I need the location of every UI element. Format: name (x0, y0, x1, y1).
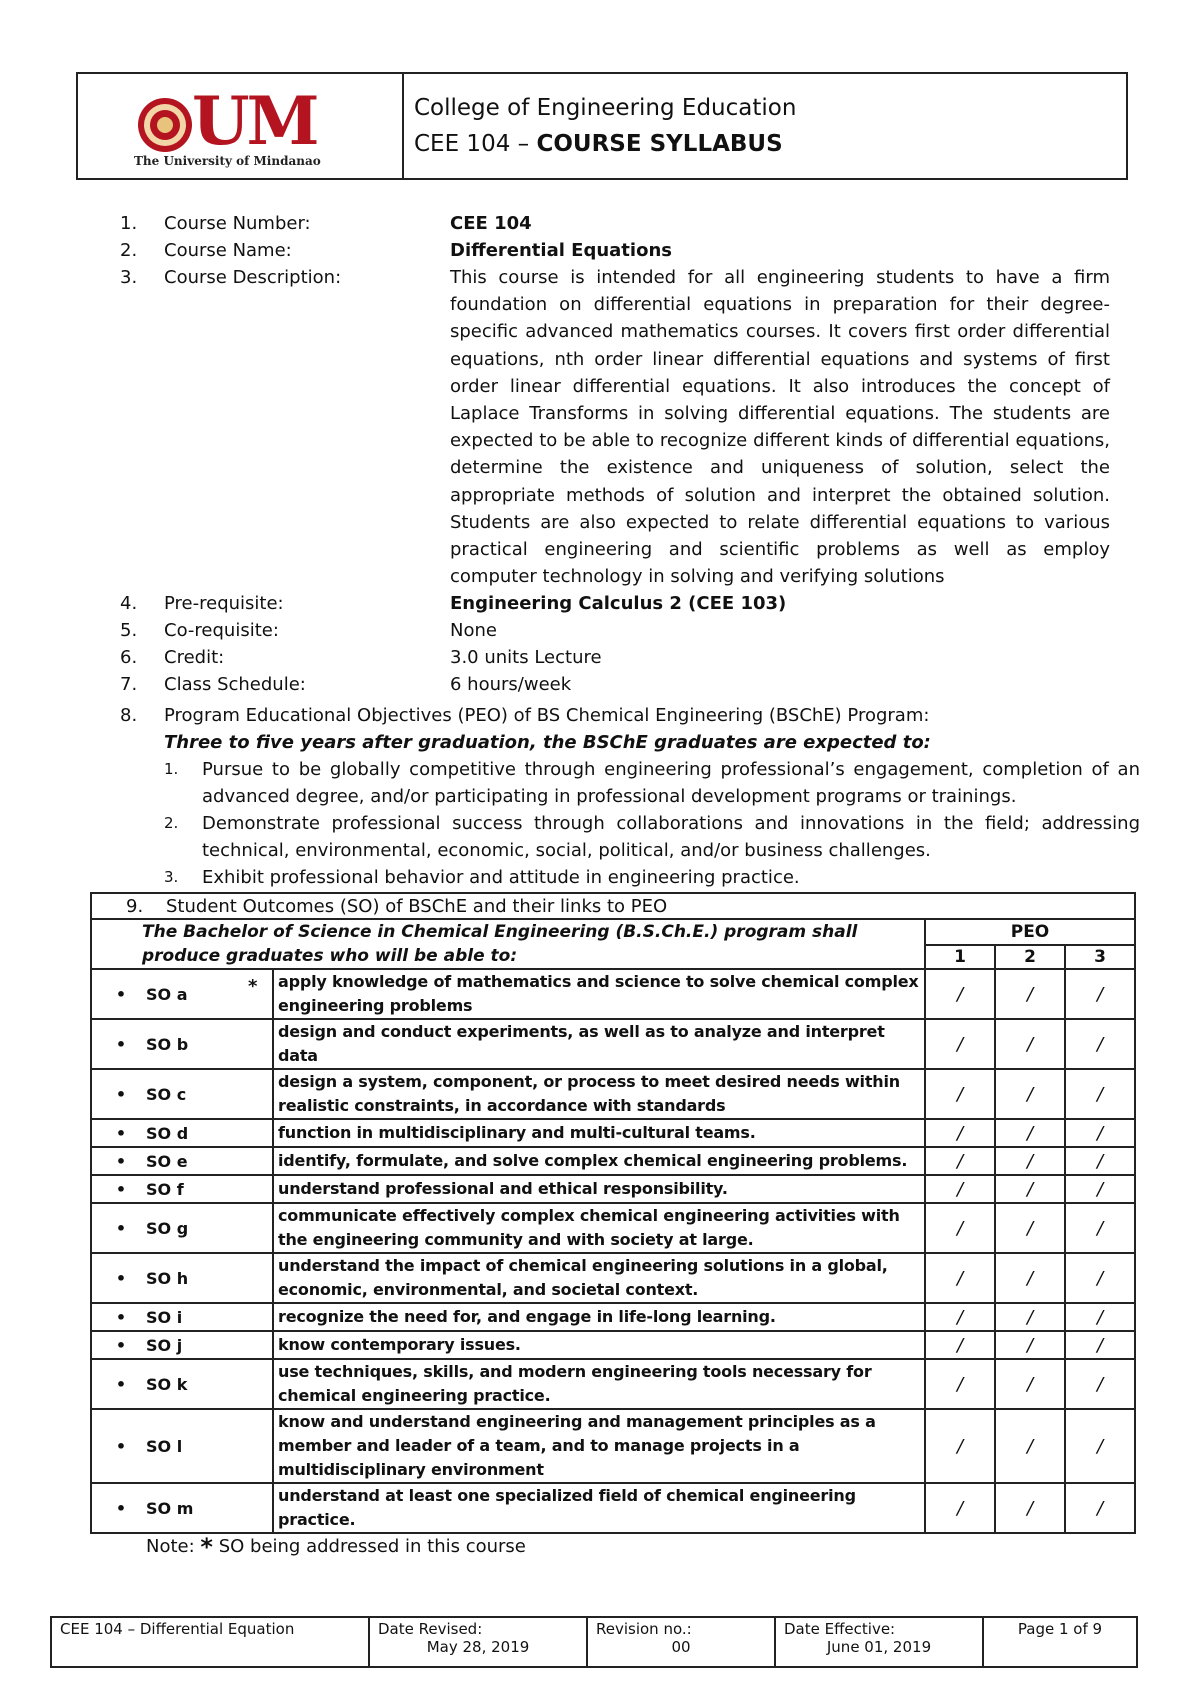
so-outcome-text: communicate effectively complex chemical engineering activities with the engineering community and with society at large. (273, 1203, 925, 1253)
peo-3-check: / (1065, 1303, 1135, 1331)
item-label: Course Description: (164, 267, 342, 288)
peo-3-check: / (1065, 1483, 1135, 1533)
so-code: SO l (146, 1436, 183, 1456)
peo-item-text: Pursue to be globally competitive through engineering professional’s engagement, completion of an advanced degree, and/or participating in professional development programs or trainings. (202, 759, 1140, 807)
peo-3-check: / (1065, 1175, 1135, 1203)
peo-column-1: 1 (925, 945, 995, 969)
bullet-icon: • (115, 1374, 127, 1394)
table-row (91, 1019, 1135, 1069)
peo-1-check: / (925, 1303, 995, 1331)
university-logo (78, 74, 404, 178)
peo-3-check: / (1065, 969, 1135, 1019)
item-label: Course Number: (164, 213, 311, 234)
course-name: Differential Equations (450, 240, 672, 261)
so-code-cell (91, 1359, 273, 1409)
so-code: SO g (146, 1218, 189, 1238)
list-item (120, 264, 1140, 590)
so-outcome-text: recognize the need for, and engage in life-long learning. (273, 1303, 925, 1331)
course-number: CEE 104 (450, 213, 532, 234)
so-code: SO i (146, 1307, 183, 1327)
header-box (76, 72, 1128, 180)
so-outcome-text: function in multidisciplinary and multi-cultural teams. (273, 1119, 925, 1147)
so-code-cell (91, 969, 273, 1019)
list-item (120, 617, 1140, 644)
bullet-icon: • (115, 1151, 127, 1171)
bullet-icon: • (115, 1123, 127, 1143)
so-code: SO f (146, 1179, 184, 1199)
so-code: SO h (146, 1268, 189, 1288)
item-number: 9. (126, 895, 144, 917)
peo-3-check: / (1065, 1147, 1135, 1175)
item-label: Course Name: (164, 240, 292, 261)
peo-1-check: / (925, 1331, 995, 1359)
peo-1-check: / (925, 1069, 995, 1119)
course-description: This course is intended for all engineering students to have a firm foundation on differential equations in preparation for their degree-specific advanced mathematics courses. It covers first order differential equations, nth order linear differential equations and systems of first order linear differential equations. It also introduces the concept of Laplace Transforms in solving differential equations. The students are expected to be able to recognize different kinds of differential equations, determine the existence and uniqueness of solution, select the appropriate methods of solution and interpret the obtained solution. Students are also expected to relate differential equations to various practical engineering and scientific problems as well as employ computer technology in solving and verifying solutions (450, 267, 1110, 588)
peo-3-check: / (1065, 1253, 1135, 1303)
peo-heading: Program Educational Objectives (PEO) of BS Chemical Engineering (BSChE) Program: (164, 705, 930, 726)
table-row (91, 1147, 1135, 1175)
so-code-cell (91, 1147, 273, 1175)
list-item (120, 644, 1140, 671)
header-title-cell (404, 74, 1126, 178)
footer-course: CEE 104 – Differential Equation (51, 1617, 369, 1667)
footer-page (983, 1617, 1137, 1667)
item-label: Credit: (164, 647, 225, 669)
peo-3-check: / (1065, 1203, 1135, 1253)
so-outcome-text: design and conduct experiments, as well as to analyze and interpret data (273, 1019, 925, 1069)
so-code-cell (91, 1119, 273, 1147)
logo-subtitle: The University of Mindanao (134, 154, 321, 168)
so-outcome-text: identify, formulate, and solve complex chemical engineering problems. (273, 1147, 925, 1175)
peo-3-check: / (1065, 1331, 1135, 1359)
item-label: Co-requisite: (164, 620, 279, 642)
so-code: SO j (146, 1335, 183, 1355)
item-number: 6. (120, 647, 138, 669)
note (146, 1533, 526, 1561)
peo-2-check: / (995, 1119, 1065, 1147)
item-number: 5. (120, 620, 138, 642)
peo-1-check: / (925, 1175, 995, 1203)
peo-column-header: PEO (925, 919, 1135, 945)
item-number: 8. (120, 705, 138, 726)
peo-1-check: / (925, 1019, 995, 1069)
so-outcome-text: understand professional and ethical responsibility. (273, 1175, 925, 1203)
syllabus-title-bold: COURSE SYLLABUS (536, 131, 783, 157)
credit: 3.0 units Lecture (450, 647, 602, 669)
peo-2-check: / (995, 1303, 1065, 1331)
so-outcome-text: understand the impact of chemical engineering solutions in a global, economic, environmental, and societal context. (273, 1253, 925, 1303)
peo-3-check: / (1065, 1359, 1135, 1409)
peo-item-text: Exhibit professional behavior and attitude in engineering practice. (202, 867, 800, 888)
bullet-icon: • (115, 1498, 127, 1518)
so-code-cell (91, 1203, 273, 1253)
so-code: SO c (146, 1084, 187, 1104)
table-row (91, 1409, 1135, 1483)
so-outcome-text: design a system, component, or process to meet desired needs within realistic constraints, in accordance with standards (273, 1069, 925, 1119)
table-header-row (91, 919, 1135, 945)
footer-date-revised (369, 1617, 587, 1667)
student-outcomes-table (90, 892, 1136, 1534)
so-code: SO k (146, 1374, 188, 1394)
item-label: Pre-requisite: (164, 593, 284, 615)
logo-wordmark: UM (192, 82, 317, 160)
peo-3-check: / (1065, 1409, 1135, 1483)
footer-revision (587, 1617, 775, 1667)
so-code: SO a (146, 984, 188, 1004)
bullet-icon: • (115, 1436, 127, 1456)
so-code-cell (91, 1019, 273, 1069)
item-number: 3. (120, 267, 138, 288)
peo-2-check: / (995, 1253, 1065, 1303)
note-label: Note: (146, 1536, 195, 1557)
so-code: SO m (146, 1498, 194, 1518)
table-row (91, 1119, 1135, 1147)
syllabus-title (414, 124, 1116, 164)
footer-date-effective (775, 1617, 983, 1667)
bullet-icon: • (115, 1034, 127, 1054)
footer-value: June 01, 2019 (826, 1638, 932, 1656)
peo-2-check: / (995, 1409, 1065, 1483)
peo-3-check: / (1065, 1019, 1135, 1069)
footer-label: Revision no.: (596, 1620, 692, 1638)
so-code-cell (91, 1253, 273, 1303)
table-row (91, 1175, 1135, 1203)
table-title-text: Student Outcomes (SO) of BSChE and their links to PEO (166, 895, 668, 917)
item-number: 1. (120, 213, 138, 234)
footer-label: Date Effective: (784, 1620, 896, 1638)
bullet-icon: • (115, 1307, 127, 1327)
peo-2-check: / (995, 1069, 1065, 1119)
peo-1-check: / (925, 1409, 995, 1483)
peo-3-check: / (1065, 1069, 1135, 1119)
so-code: SO d (146, 1123, 189, 1143)
footer-value: May 28, 2019 (426, 1638, 530, 1656)
table-row (91, 1203, 1135, 1253)
table-row (91, 969, 1135, 1019)
addressed-star-icon: * (248, 976, 258, 997)
so-code: SO b (146, 1034, 189, 1054)
peo-item-text: Demonstrate professional success through collaborations and innovations in the field; addressing technical, environmental, economic, social, political, and/or business challenges. (202, 813, 1140, 861)
college-name: College of Engineering Education (414, 95, 797, 121)
note-star: * (200, 1533, 213, 1561)
class-schedule: 6 hours/week (450, 674, 572, 696)
table-row (91, 1359, 1135, 1409)
corequisite: None (450, 620, 497, 642)
so-code-cell (91, 1483, 273, 1533)
course-info-list (120, 210, 1140, 698)
bullet-icon: • (115, 1218, 127, 1238)
note-text: SO being addressed in this course (212, 1536, 526, 1557)
table-header-text: The Bachelor of Science in Chemical Engineering (B.S.Ch.E.) program shall produce graduates who will be able to: (91, 919, 925, 969)
table-row (91, 1253, 1135, 1303)
peo-2-check: / (995, 1203, 1065, 1253)
item-number: 2. (120, 240, 138, 261)
footer-row (51, 1617, 1137, 1667)
peo-1-check: / (925, 969, 995, 1019)
footer-table (50, 1616, 1138, 1668)
peo-item-number: 2. (164, 814, 179, 832)
list-item (120, 210, 1140, 237)
bullet-icon: • (115, 1335, 127, 1355)
peo-item (164, 864, 1140, 891)
list-item (120, 671, 1140, 698)
bullet-icon: • (115, 984, 127, 1004)
peo-heading-row (120, 702, 1140, 729)
peo-2-check: / (995, 1331, 1065, 1359)
peo-2-check: / (995, 1147, 1065, 1175)
so-outcome-text: use techniques, skills, and modern engineering tools necessary for chemical engineering practice. (273, 1359, 925, 1409)
so-outcome-text: understand at least one specialized field of chemical engineering practice. (273, 1483, 925, 1533)
peo-1-check: / (925, 1203, 995, 1253)
so-code-cell (91, 1331, 273, 1359)
peo-2-check: / (995, 1483, 1065, 1533)
table-row (91, 1331, 1135, 1359)
table-title-row (91, 893, 1135, 919)
so-code-cell (91, 1409, 273, 1483)
footer-value: 00 (671, 1638, 691, 1656)
peo-item-number: 1. (164, 760, 179, 778)
peo-1-check: / (925, 1119, 995, 1147)
so-code-cell (91, 1069, 273, 1119)
peo-1-check: / (925, 1147, 995, 1175)
peo-1-check: / (925, 1253, 995, 1303)
peo-1-check: / (925, 1483, 995, 1533)
peo-item-number: 3. (164, 868, 179, 886)
table-row (91, 1483, 1135, 1533)
peo-1-check: / (925, 1359, 995, 1409)
syllabus-prefix: CEE 104 – (414, 131, 537, 157)
peo-column-2: 2 (995, 945, 1065, 969)
peo-2-check: / (995, 969, 1065, 1019)
seal-icon (136, 96, 194, 154)
list-item (120, 590, 1140, 617)
so-outcome-text: apply knowledge of mathematics and science to solve chemical complex engineering problems (273, 969, 925, 1019)
item-number: 7. (120, 674, 138, 696)
so-code-cell (91, 1175, 273, 1203)
peo-2-check: / (995, 1175, 1065, 1203)
peo-2-check: / (995, 1019, 1065, 1069)
peo-2-check: / (995, 1359, 1065, 1409)
peo-item (164, 756, 1140, 810)
so-outcome-text: know contemporary issues. (273, 1331, 925, 1359)
peo-column-3: 3 (1065, 945, 1135, 969)
page-number: Page 1 of 9 (1017, 1620, 1103, 1638)
so-code: SO e (146, 1151, 188, 1171)
bullet-icon: • (115, 1268, 127, 1288)
item-label: Class Schedule: (164, 674, 306, 696)
so-code-cell (91, 1303, 273, 1331)
bullet-icon: • (115, 1179, 127, 1199)
footer-label: Date Revised: (378, 1620, 483, 1638)
table-title (91, 893, 1135, 919)
bullet-icon: • (115, 1084, 127, 1104)
table-row (91, 1069, 1135, 1119)
peo-intro: Three to five years after graduation, the BSChE graduates are expected to: (164, 732, 931, 753)
prerequisite: Engineering Calculus 2 (CEE 103) (450, 593, 787, 615)
peo-3-check: / (1065, 1119, 1135, 1147)
so-outcome-text: know and understand engineering and management principles as a member and leader of a team, and to manage projects in a multidisciplinary environment (273, 1409, 925, 1483)
list-item (120, 237, 1140, 264)
peo-section (120, 702, 1140, 891)
peo-item (164, 810, 1140, 864)
table-row (91, 1303, 1135, 1331)
item-number: 4. (120, 593, 138, 615)
